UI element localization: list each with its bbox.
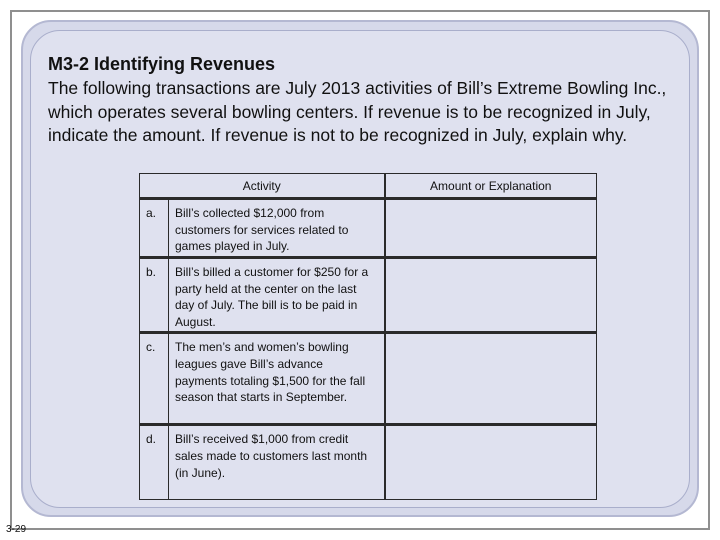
amount-cell[interactable]	[385, 332, 597, 424]
activity-cell: Bill’s collected $12,000 from customers for services related to games played in July.	[169, 198, 385, 257]
activity-cell: Bill’s billed a customer for $250 for a party held at the center on the last day of July. The bill is to be paid in August.	[169, 257, 385, 332]
slide-body-text: The following transactions are July 2013 activities of Bill’s Extreme Bowling Inc., which operates several bowling centers. If revenue is to be recognized in July, indicate the amount. If revenue is not to be recognized in July, explain why.	[48, 78, 667, 145]
transactions-table	[139, 173, 597, 500]
slide-number: 3-29	[6, 524, 27, 535]
table-row	[140, 257, 597, 332]
amount-cell[interactable]	[385, 257, 597, 332]
activity-cell: Bill’s received $1,000 from credit sales made to customers last month (in June).	[169, 424, 385, 499]
amount-cell[interactable]	[385, 198, 597, 257]
table-header-row	[140, 174, 597, 199]
table-row	[140, 424, 597, 499]
activity-cell: The men’s and women’s bowling leagues gave Bill’s advance payments totaling $1,500 for the fall season that starts in September.	[169, 332, 385, 424]
activity-header: Activity	[140, 174, 385, 199]
row-letter: c.	[140, 332, 169, 424]
amount-explanation-header: Amount or Explanation	[385, 174, 597, 199]
table-row	[140, 332, 597, 424]
row-letter: d.	[140, 424, 169, 499]
amount-cell[interactable]	[385, 424, 597, 499]
table-row	[140, 198, 597, 257]
slide-title: M3-2 Identifying Revenues	[48, 54, 276, 74]
row-letter: a.	[140, 198, 169, 257]
row-letter: b.	[140, 257, 169, 332]
